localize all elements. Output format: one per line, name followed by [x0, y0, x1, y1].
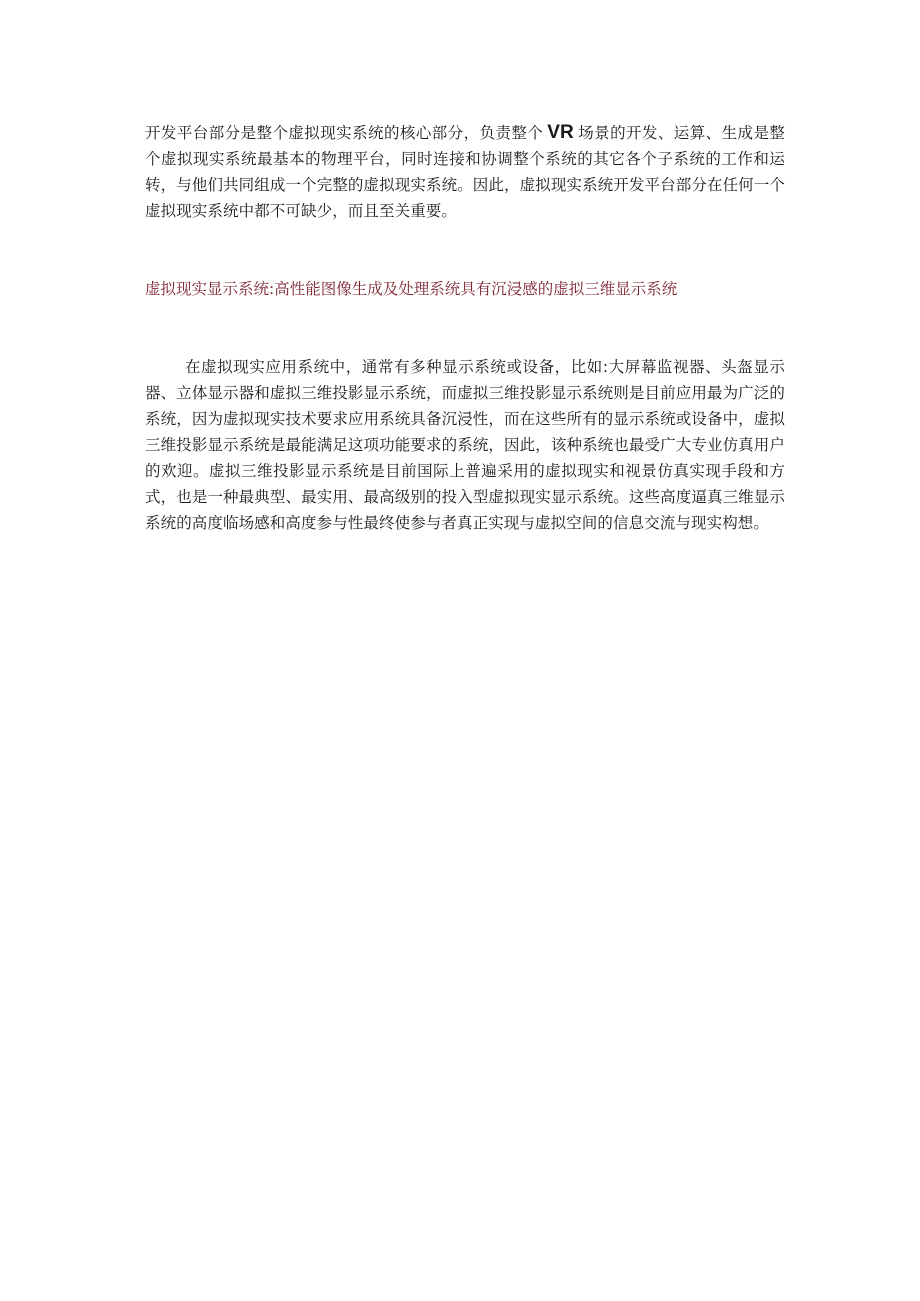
vr-term: VR	[547, 122, 574, 143]
paragraph-dev-platform	[145, 120, 785, 224]
document-body	[145, 120, 785, 536]
section-heading-display-system: 虚拟现实显示系统:高性能图像生成及处理系统具有沉浸感的虚拟三维显示系统	[145, 280, 678, 298]
paragraph-dev-platform-text-1: 开发平台部分是整个虚拟现实系统的核心部分，负责整个	[145, 124, 544, 142]
paragraph-dev-platform-text-2: 场景的开发、运算、生成是整个虚拟现实系统最基本的物理平台，同时连接和协调整个系统的其它各个子系统的工作和运转，与他们共同组成一个完整的虚拟现实系统。因此，虚拟现实系统开发平台部分在任何一个虚拟现实系统中都不可缺少，而且至关重要。	[145, 124, 785, 220]
paragraph-display-system: 在虚拟现实应用系统中，通常有多种显示系统或设备，比如:大屏幕监视器、头盔显示器、立体显示器和虚拟三维投影显示系统，而虚拟三维投影显示系统则是目前应用最为广泛的系统，因为虚拟现实技术要求应用系统具备沉浸性，而在这些所有的显示系统或设备中，虚拟三维投影显示系统是最能满足这项功能要求的系统，因此，该种系统也最受广大专业仿真用户的欢迎。虚拟三维投影显示系统是目前国际上普遍采用的虚拟现实和视景仿真实现手段和方式，也是一种最典型、最实用、最高级别的投入型虚拟现实显示系统。这些高度逼真三维显示系统的高度临场感和高度参与性最终使参与者真正实现与虚拟空间的信息交流与现实构想。	[145, 358, 785, 532]
